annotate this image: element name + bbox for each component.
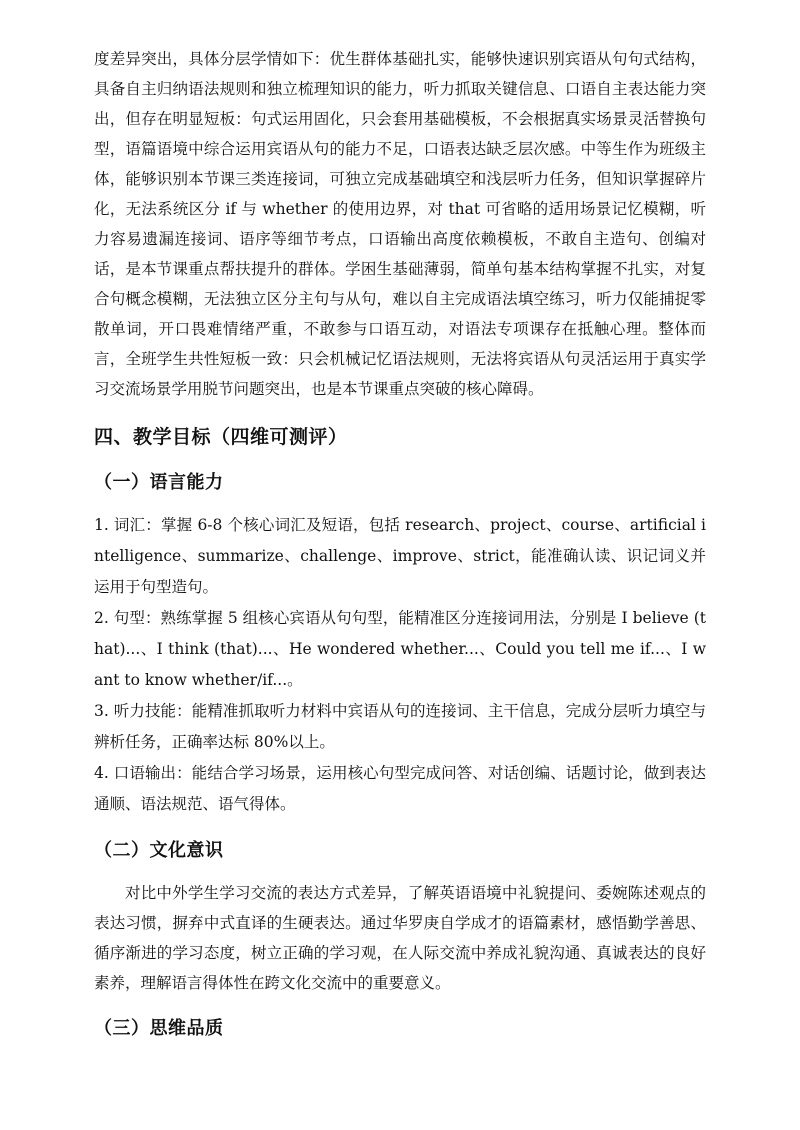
section-heading-teaching-objectives: 四、教学目标（四维可测评） [94, 426, 348, 448]
page-content [94, 44, 706, 1056]
subsection-heading-language-ability: （一）语言能力 [94, 472, 224, 493]
subsection-heading-cultural-awareness: （二）文化意识 [94, 840, 224, 861]
objective-item-sentence-patterns: 2. 句型：熟练掌握 5 组核心宾语从句句型，能精准区分连接词用法，分别是 I believe (that)...、I think (that)...、He wondered whether...、Could you tell me if...、I want to know whether/if...。 [94, 609, 706, 689]
language-ability-list [94, 510, 706, 820]
objective-item-vocabulary: 1. 词汇：掌握 6-8 个核心词汇及短语，包括 research、project、course、artificial intelligence、summarize、challenge、improve、strict，能准确认读、识记词义并运用于句型造句。 [94, 516, 706, 596]
cultural-awareness-paragraph: 对比中外学生学习交流的表达方式差异，了解英语语境中礼貌提问、委婉陈述观点的表达习惯，摒弃中式直译的生硬表达。通过华罗庚自学成才的语篇素材，感悟勤学善思、循序渐进的学习态度，树立正确的学习观，在人际交流中养成礼貌沟通、真诚表达的良好素养，理解语言得体性在跨文化交流中的重要意义。 [94, 884, 706, 992]
learner-analysis-paragraph: 度差异突出，具体分层学情如下：优生群体基础扎实，能够快速识别宾语从句句式结构，具备自主归纳语法规则和独立梳理知识的能力，听力抓取关键信息、口语自主表达能力突出，但存在明显短板：句式运用固化，只会套用基础模板，不会根据真实场景灵活替换句型，语篇语境中综合运用宾语从句的能力不足，口语表达缺乏层次感。中等生作为班级主体，能够识别本节课三类连接词，可独立完成基础填空和浅层听力任务，但知识掌握碎片化，无法系统区分 if 与 whether 的使用边界，对 that 可省略的适用场景记忆模糊，听力容易遗漏连接词、语序等细节考点，口语输出高度依赖模板，不敢自主造句、创编对话，是本节课重点帮扶提升的群体。学困生基础薄弱，简单句基本结构掌握不扎实，对复合句概念模糊，无法独立区分主句与从句，难以自主完成语法填空练习，听力仅能捕捉零散单词，开口畏难情绪严重，不敢参与口语互动，对语法专项课存在抵触心理。整体而言，全班学生共性短板一致：只会机械记忆语法规则，无法将宾语从句灵活运用于真实学习交流场景学用脱节问题突出，也是本节课重点突破的核心障碍。 [94, 50, 706, 398]
subsection-heading-thinking-quality: （三）思维品质 [94, 1018, 224, 1039]
objective-item-listening: 3. 听力技能：能精准抓取听力材料中宾语从句的连接词、主干信息，完成分层听力填空与辨析任务，正确率达标 80%以上。 [94, 702, 706, 751]
objective-item-speaking: 4. 口语输出：能结合学习场景，运用核心句型完成问答、对话创编、话题讨论，做到表达通顺、语法规范、语气得体。 [94, 764, 706, 813]
